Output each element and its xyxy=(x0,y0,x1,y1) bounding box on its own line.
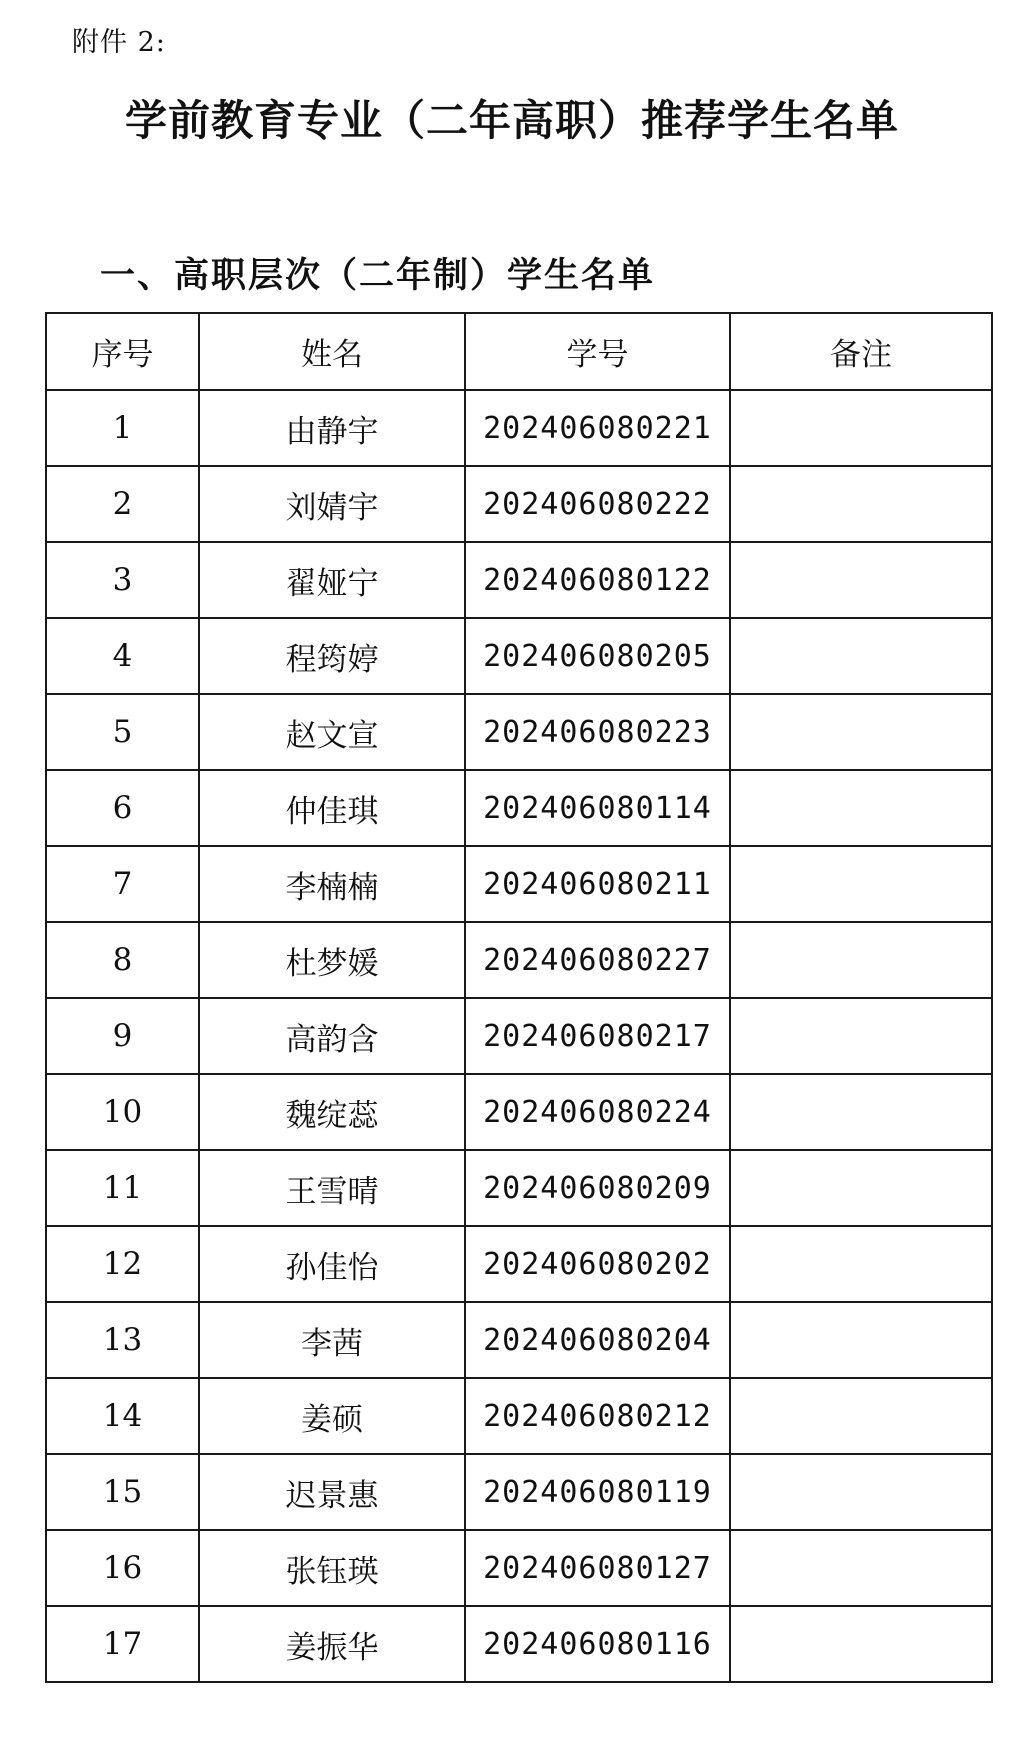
cell-student-id: 202406080212 xyxy=(465,1378,730,1454)
cell-name: 魏绽蕊 xyxy=(199,1074,465,1150)
cell-name: 李楠楠 xyxy=(199,846,465,922)
cell-student-id: 202406080122 xyxy=(465,542,730,618)
table-body xyxy=(46,390,992,1682)
cell-student-id: 202406080204 xyxy=(465,1302,730,1378)
table-row xyxy=(46,1606,992,1682)
cell-name: 迟景惠 xyxy=(199,1454,465,1530)
cell-student-id: 202406080202 xyxy=(465,1226,730,1302)
cell-student-id: 202406080222 xyxy=(465,466,730,542)
cell-no: 12 xyxy=(46,1226,199,1302)
cell-name: 仲佳琪 xyxy=(199,770,465,846)
cell-student-id: 202406080223 xyxy=(465,694,730,770)
cell-student-id: 202406080224 xyxy=(465,1074,730,1150)
table-row xyxy=(46,390,992,466)
header-name: 姓名 xyxy=(199,313,465,390)
section-title: 一、高职层次（二年制）学生名单 xyxy=(100,256,656,296)
cell-student-id: 202406080227 xyxy=(465,922,730,998)
table-header xyxy=(46,313,992,390)
cell-remarks xyxy=(730,1074,992,1150)
cell-remarks xyxy=(730,1302,992,1378)
cell-remarks xyxy=(730,1530,992,1606)
cell-no: 16 xyxy=(46,1530,199,1606)
table-row xyxy=(46,846,992,922)
cell-name: 由静宇 xyxy=(199,390,465,466)
cell-name: 孙佳怡 xyxy=(199,1226,465,1302)
cell-name: 张钰瑛 xyxy=(199,1530,465,1606)
cell-remarks xyxy=(730,998,992,1074)
cell-no: 9 xyxy=(46,998,199,1074)
cell-no: 15 xyxy=(46,1454,199,1530)
cell-no: 10 xyxy=(46,1074,199,1150)
cell-name: 高韵含 xyxy=(199,998,465,1074)
cell-name: 姜硕 xyxy=(199,1378,465,1454)
cell-name: 杜梦媛 xyxy=(199,922,465,998)
cell-name: 王雪晴 xyxy=(199,1150,465,1226)
cell-student-id: 202406080211 xyxy=(465,846,730,922)
table-row xyxy=(46,1074,992,1150)
student-roster-table xyxy=(45,312,993,1683)
cell-student-id: 202406080127 xyxy=(465,1530,730,1606)
cell-no: 7 xyxy=(46,846,199,922)
cell-name: 赵文宣 xyxy=(199,694,465,770)
cell-remarks xyxy=(730,466,992,542)
cell-name: 程筠婷 xyxy=(199,618,465,694)
table-row xyxy=(46,694,992,770)
cell-no: 11 xyxy=(46,1150,199,1226)
cell-no: 6 xyxy=(46,770,199,846)
cell-no: 2 xyxy=(46,466,199,542)
table-row xyxy=(46,998,992,1074)
table-row xyxy=(46,922,992,998)
cell-no: 3 xyxy=(46,542,199,618)
header-row xyxy=(46,313,992,390)
cell-no: 5 xyxy=(46,694,199,770)
cell-student-id: 202406080217 xyxy=(465,998,730,1074)
cell-no: 13 xyxy=(46,1302,199,1378)
cell-student-id: 202406080114 xyxy=(465,770,730,846)
cell-name: 刘婧宇 xyxy=(199,466,465,542)
header-student-id: 学号 xyxy=(465,313,730,390)
cell-no: 4 xyxy=(46,618,199,694)
cell-remarks xyxy=(730,1606,992,1682)
attachment-label: 附件 2: xyxy=(72,27,166,58)
cell-remarks xyxy=(730,1378,992,1454)
table-row xyxy=(46,1454,992,1530)
cell-remarks xyxy=(730,618,992,694)
table-row xyxy=(46,1302,992,1378)
cell-student-id: 202406080209 xyxy=(465,1150,730,1226)
cell-name: 姜振华 xyxy=(199,1606,465,1682)
table-row xyxy=(46,1530,992,1606)
table-row xyxy=(46,466,992,542)
table-row xyxy=(46,1150,992,1226)
cell-remarks xyxy=(730,542,992,618)
cell-student-id: 202406080221 xyxy=(465,390,730,466)
table-row xyxy=(46,1226,992,1302)
cell-remarks xyxy=(730,1226,992,1302)
table-row xyxy=(46,1378,992,1454)
cell-no: 8 xyxy=(46,922,199,998)
cell-remarks xyxy=(730,1454,992,1530)
cell-remarks xyxy=(730,846,992,922)
header-remarks: 备注 xyxy=(730,313,992,390)
table-row xyxy=(46,542,992,618)
table-row xyxy=(46,770,992,846)
cell-name: 李茜 xyxy=(199,1302,465,1378)
cell-student-id: 202406080205 xyxy=(465,618,730,694)
cell-remarks xyxy=(730,922,992,998)
cell-no: 14 xyxy=(46,1378,199,1454)
cell-remarks xyxy=(730,1150,992,1226)
cell-remarks xyxy=(730,390,992,466)
cell-student-id: 202406080119 xyxy=(465,1454,730,1530)
table-row xyxy=(46,618,992,694)
cell-no: 17 xyxy=(46,1606,199,1682)
document-title: 学前教育专业（二年高职）推荐学生名单 xyxy=(124,96,899,145)
cell-student-id: 202406080116 xyxy=(465,1606,730,1682)
cell-remarks xyxy=(730,694,992,770)
header-no: 序号 xyxy=(46,313,199,390)
cell-remarks xyxy=(730,770,992,846)
cell-name: 翟娅宁 xyxy=(199,542,465,618)
cell-no: 1 xyxy=(46,390,199,466)
